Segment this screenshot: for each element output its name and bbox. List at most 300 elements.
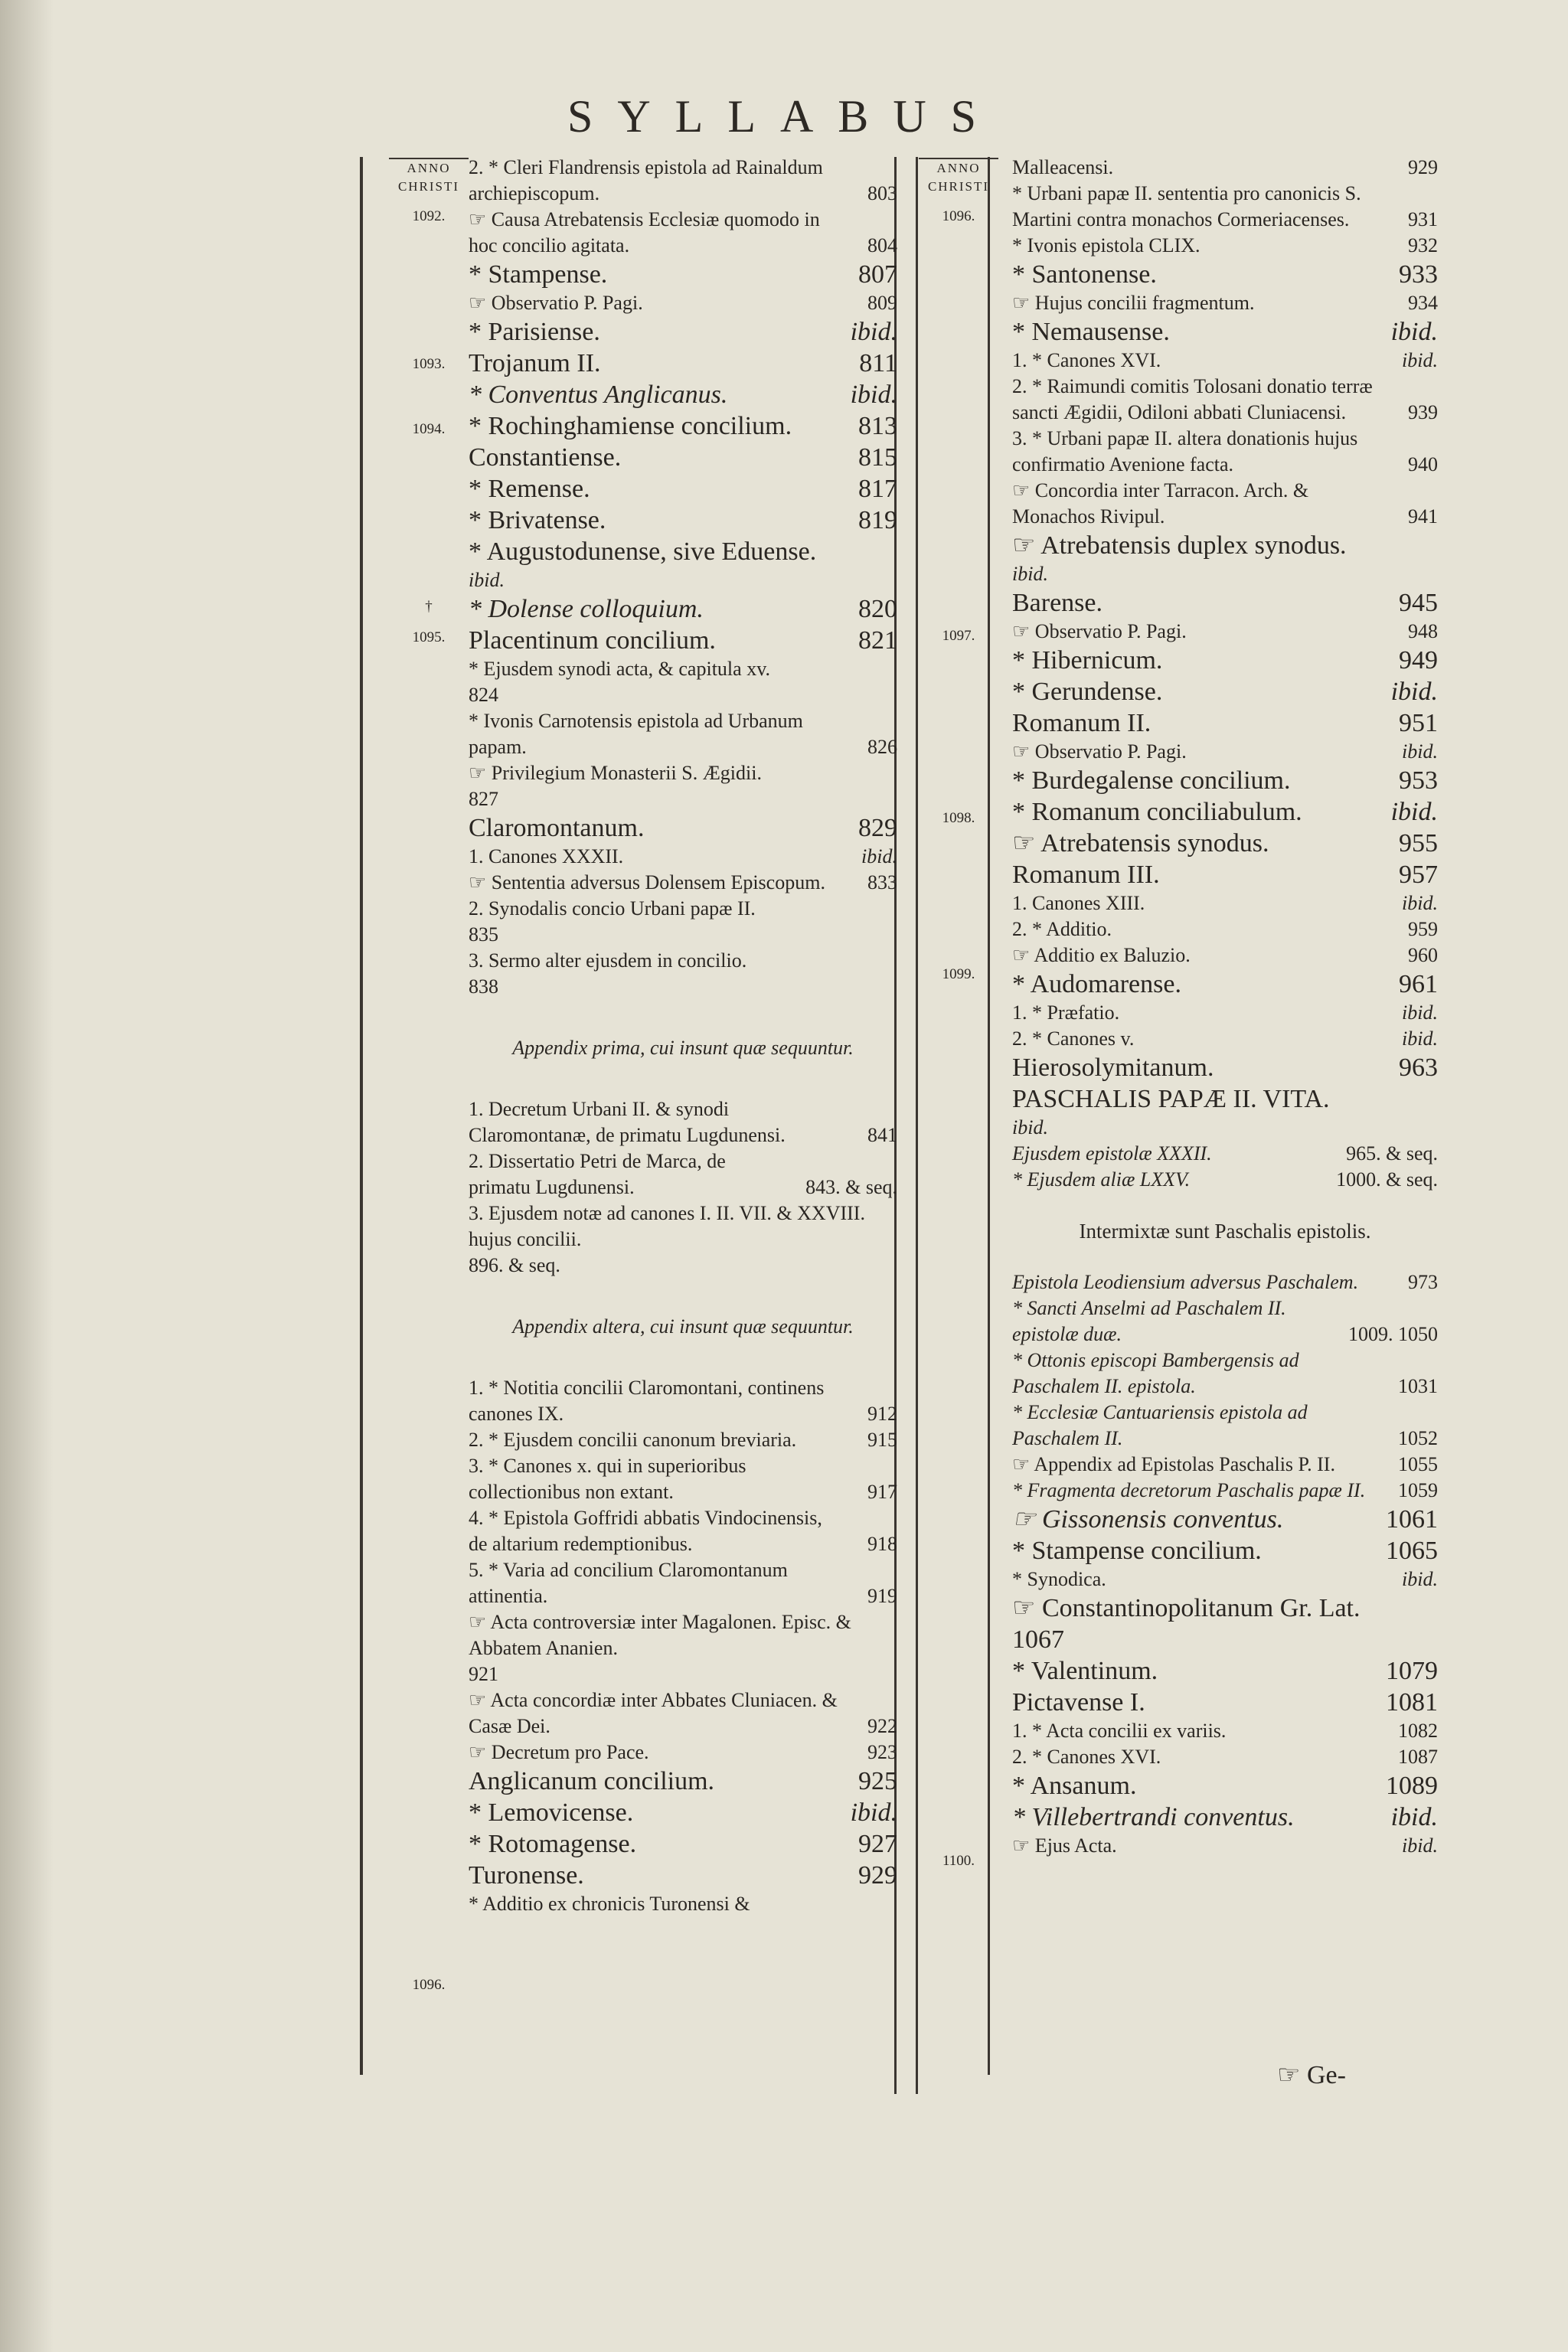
page-number: ibid. xyxy=(1402,349,1438,371)
right-entry xyxy=(1012,1833,1438,1859)
right-entry xyxy=(1012,374,1438,426)
entry-text: 838 xyxy=(469,975,498,998)
left-entry xyxy=(469,1096,897,1148)
page-number: 963 xyxy=(1399,1054,1438,1082)
page-number: 933 xyxy=(1399,260,1438,289)
entry-text: 4. * Epistola Goffridi abbatis Vindocinensis, de altarium redemptionibus. xyxy=(469,1507,822,1555)
entry-text: ☞ Additio ex Baluzio. xyxy=(1012,944,1191,966)
left-entry xyxy=(469,1375,897,1427)
entry-text: * Augustodunense, sive Eduense. xyxy=(469,537,817,566)
entry-text: * Audomarense. xyxy=(1012,970,1181,998)
right-entry xyxy=(1012,765,1438,796)
page-number: 843. & seq. xyxy=(805,1176,897,1198)
right-entry xyxy=(1012,1026,1438,1052)
right-entry xyxy=(1012,707,1438,739)
catchword-text: Ge- xyxy=(1306,2061,1346,2089)
left-entry xyxy=(469,593,897,625)
left-entry xyxy=(469,1034,897,1063)
entry-text: Claromontanum. xyxy=(469,814,645,842)
entry-text: 1. * Notitia concilii Claromontani, continens canones IX. xyxy=(469,1377,825,1425)
left-entry xyxy=(469,1505,897,1557)
page-number: ibid. xyxy=(1402,1568,1438,1590)
entry-text: ☞ Decretum pro Pace. xyxy=(469,1741,649,1763)
entry-text: * Dolense colloquium. xyxy=(469,595,704,623)
entry-text: ☞ Acta concordiæ inter Abbates Cluniacen. & Casæ Dei. xyxy=(469,1689,838,1737)
left-entry xyxy=(469,1891,897,1917)
year-marker: 1093. xyxy=(412,356,446,372)
right-entry xyxy=(1012,1000,1438,1026)
entry-text: 2. * Canones XVI. xyxy=(1012,1746,1161,1768)
left-entry xyxy=(469,812,897,844)
right-entry xyxy=(1012,530,1438,561)
right-entry xyxy=(1012,478,1438,530)
year-marker: 1099. xyxy=(942,966,975,982)
page-number: 953 xyxy=(1399,766,1438,795)
left-entry xyxy=(469,505,897,536)
right-entry xyxy=(1012,828,1438,859)
right-entry xyxy=(1012,259,1438,290)
entry-text: ☞ Acta controversiæ inter Magalonen. Episc. & Abbatem Ananien. xyxy=(469,1611,851,1659)
entry-text: * Santonense. xyxy=(1012,260,1157,289)
entry-text: 2. * Cleri Flandrensis epistola ad Rainaldum archiepiscopum. xyxy=(469,156,823,204)
entry-text: PASCHALIS PAPÆ II. VITA. xyxy=(1012,1085,1330,1113)
right-entry xyxy=(1012,1167,1438,1193)
page-number: 1065 xyxy=(1386,1537,1438,1565)
right-entry xyxy=(1012,1478,1438,1504)
page-number: ibid. xyxy=(850,381,897,409)
left-anno-header: ANNO CHRISTI xyxy=(389,158,469,196)
entry-text: * Ottonis episcopi Bambergensis ad Paschalem II. epistola. xyxy=(1012,1349,1299,1397)
page-number: ibid. xyxy=(1390,1803,1438,1831)
entry-text: * Sancti Anselmi ad Paschalem II. epistolæ duæ. xyxy=(1012,1297,1286,1345)
left-entry xyxy=(469,708,897,760)
left-entry xyxy=(469,922,897,948)
entry-text: * Ivonis Carnotensis epistola ad Urbanum papam. xyxy=(469,710,803,758)
year-marker: 1094. xyxy=(412,421,446,437)
entry-text: ☞ Privilegium Monasterii S. Ægidii. xyxy=(469,762,762,784)
entry-text: 896. & seq. xyxy=(469,1254,560,1276)
left-entry xyxy=(469,207,897,259)
right-entry xyxy=(1012,181,1438,233)
right-entry xyxy=(1012,676,1438,707)
entry-text: * Conventus Anglicanus. xyxy=(469,381,728,409)
left-entry xyxy=(469,1797,897,1828)
entry-text: * Hibernicum. xyxy=(1012,646,1163,675)
entry-text: Pictavense I. xyxy=(1012,1688,1145,1717)
page-number: ibid. xyxy=(861,845,897,867)
left-entry xyxy=(469,1740,897,1766)
entry-text: Romanum III. xyxy=(1012,861,1160,889)
entry-text: ☞ Constantinopolitanum Gr. Lat. xyxy=(1012,1594,1361,1622)
page-number: 811 xyxy=(859,349,897,377)
page-number: 1009. 1050 xyxy=(1348,1323,1438,1345)
left-entry xyxy=(469,155,897,207)
left-entry xyxy=(469,1860,897,1891)
entry-text: ☞ Observatio P. Pagi. xyxy=(1012,620,1187,642)
left-entry xyxy=(469,656,897,682)
left-entry xyxy=(469,682,897,708)
page-number: 829 xyxy=(858,814,897,842)
right-entry xyxy=(1012,1400,1438,1452)
right-entry xyxy=(1012,155,1438,181)
right-entry xyxy=(1012,1115,1438,1141)
left-entry xyxy=(469,870,897,896)
right-entry xyxy=(1012,645,1438,676)
page-number: 833 xyxy=(867,871,897,893)
left-entry xyxy=(469,760,897,786)
page-number: 961 xyxy=(1399,970,1438,998)
left-entry xyxy=(469,896,897,922)
page-number: 1079 xyxy=(1386,1657,1438,1685)
right-entry xyxy=(1012,233,1438,259)
page-number: 925 xyxy=(858,1767,897,1795)
page-number: 949 xyxy=(1399,646,1438,675)
right-entry xyxy=(1012,426,1438,478)
left-entry xyxy=(469,1828,897,1860)
right-entry xyxy=(1012,859,1438,890)
page-number: ibid. xyxy=(1390,318,1438,346)
right-entry xyxy=(1012,942,1438,969)
page-number: 940 xyxy=(1408,453,1438,475)
right-entry xyxy=(1012,348,1438,374)
year-marker: 1096. xyxy=(412,1977,446,1993)
right-entry xyxy=(1012,1216,1438,1246)
left-entry xyxy=(469,1766,897,1797)
left-entry xyxy=(469,1453,897,1505)
page-number: ibid. xyxy=(850,318,897,346)
entry-text: ☞ Observatio P. Pagi. xyxy=(1012,740,1187,763)
left-entry xyxy=(469,259,897,290)
right-entry xyxy=(1012,1535,1438,1566)
right-entry xyxy=(1012,1655,1438,1687)
page-number: ibid. xyxy=(1402,892,1438,914)
entry-text: Appendix altera, cui insunt quæ sequuntur. xyxy=(512,1315,854,1338)
entry-text: 824 xyxy=(469,684,498,706)
page-number: 1052 xyxy=(1398,1427,1438,1449)
year-marker: † xyxy=(425,599,433,615)
page-number: 955 xyxy=(1399,829,1438,858)
entry-text: * Ejusdem aliæ LXXV. xyxy=(1012,1168,1191,1191)
page-number: 817 xyxy=(858,475,897,503)
entry-text: 3. * Urbani papæ II. altera donationis hujus confirmatio Avenione facta. xyxy=(1012,427,1358,475)
left-entry xyxy=(469,1661,897,1687)
page-number: 1055 xyxy=(1398,1453,1438,1475)
entry-text: Malleacensi. xyxy=(1012,156,1114,178)
page-number: 912 xyxy=(867,1403,897,1425)
entry-text: 1. * Præfatio. xyxy=(1012,1001,1120,1024)
entry-text: Appendix prima, cui insunt quæ sequuntur. xyxy=(512,1037,854,1059)
page-number: 1031 xyxy=(1398,1375,1438,1397)
right-entry xyxy=(1012,1744,1438,1770)
right-entry xyxy=(1012,1295,1438,1348)
entry-text: Romanum II. xyxy=(1012,709,1152,737)
right-entry xyxy=(1012,1348,1438,1400)
left-entry xyxy=(469,536,897,567)
entry-text: 1. * Canones XVI. xyxy=(1012,349,1161,371)
entry-text: 1. Canones XIII. xyxy=(1012,892,1145,914)
entry-text: 3. Ejusdem notæ ad canones I. II. VII. & XXVIII. hujus concilii. xyxy=(469,1202,865,1250)
entry-text: * Romanum conciliabulum. xyxy=(1012,798,1302,826)
entry-text: ☞ Appendix ad Epistolas Paschalis P. II. xyxy=(1012,1453,1335,1475)
page-number: ibid. xyxy=(1390,798,1438,826)
entry-text: ☞ Causa Atrebatensis Ecclesiæ quomodo in hoc concilio agitata. xyxy=(469,208,820,256)
page-number: 803 xyxy=(867,182,897,204)
left-entry xyxy=(469,1279,897,1312)
right-entry xyxy=(1012,1566,1438,1592)
entry-text: 1. Canones XXXII. xyxy=(469,845,624,867)
page-number: 813 xyxy=(858,412,897,440)
page-number: 809 xyxy=(867,292,897,314)
entry-text: ☞ Observatio P. Pagi. xyxy=(469,292,643,314)
page-number: 941 xyxy=(1408,505,1438,528)
entry-text: * Stampense concilium. xyxy=(1012,1537,1262,1565)
left-entry xyxy=(469,1427,897,1453)
left-entry xyxy=(469,1557,897,1609)
page-number: 939 xyxy=(1408,401,1438,423)
right-entry xyxy=(1012,1452,1438,1478)
right-entry xyxy=(1012,619,1438,645)
entry-text: 1. Decretum Urbani II. & synodi Claromontanæ, de primatu Lugdunensi. xyxy=(469,1098,786,1146)
page-number: 821 xyxy=(858,626,897,655)
left-column xyxy=(469,155,897,1917)
left-entry xyxy=(469,316,897,348)
right-entry xyxy=(1012,1802,1438,1833)
entry-text: Epistola Leodiensium adversus Paschalem. xyxy=(1012,1271,1359,1293)
year-marker: 1096. xyxy=(942,208,975,224)
page-number: 1082 xyxy=(1398,1720,1438,1742)
entry-text: ☞ Ejus Acta. xyxy=(1012,1834,1117,1857)
entry-text: 921 xyxy=(469,1663,498,1685)
entry-text: 2. * Canones v. xyxy=(1012,1027,1135,1050)
page-number: 820 xyxy=(858,595,897,623)
right-entry xyxy=(1012,561,1438,587)
entry-text: * Synodica. xyxy=(1012,1568,1106,1590)
entry-text: 835 xyxy=(469,923,498,946)
page-number: ibid. xyxy=(1402,740,1438,763)
page-number: 932 xyxy=(1408,234,1438,256)
page-number: 922 xyxy=(867,1715,897,1737)
right-entry xyxy=(1012,1083,1438,1115)
entry-text: ☞ Atrebatensis synodus. xyxy=(1012,829,1269,858)
page-title: SYLLABUS xyxy=(567,91,1001,142)
entry-text: * Brivatense. xyxy=(469,506,606,534)
entry-text: * Rochinghamiense concilium. xyxy=(469,412,792,440)
page-number: 929 xyxy=(858,1861,897,1890)
entry-text: 3. * Canones x. qui in superioribus collectionibus non extant. xyxy=(469,1455,746,1503)
left-entry xyxy=(469,1609,897,1661)
entry-text: 2. * Additio. xyxy=(1012,918,1112,940)
entry-text: Intermixtæ sunt Paschalis epistolis. xyxy=(1079,1220,1371,1243)
left-entry xyxy=(469,348,897,379)
entry-text: Anglicanum concilium. xyxy=(469,1767,715,1795)
entry-text: * Ansanum. xyxy=(1012,1772,1137,1800)
right-entry xyxy=(1012,1718,1438,1744)
entry-text: 2. Synodalis concio Urbani papæ II. xyxy=(469,897,756,920)
left-entry xyxy=(469,625,897,656)
right-entry xyxy=(1012,316,1438,348)
page-number: 1089 xyxy=(1386,1772,1438,1800)
catchword xyxy=(1277,2060,1568,2090)
right-entry xyxy=(1012,290,1438,316)
page-number: 841 xyxy=(867,1124,897,1146)
entry-text: * Urbani papæ II. sententia pro canonicis S. Martini contra monachos Cormeriacenses. xyxy=(1012,182,1361,230)
right-entry xyxy=(1012,969,1438,1000)
page-number: 931 xyxy=(1408,208,1438,230)
entry-text: 2. * Ejusdem concilii canonum breviaria. xyxy=(469,1429,797,1451)
entry-text: * Fragmenta decretorum Paschalis papæ II. xyxy=(1012,1479,1366,1501)
page-edge-shadow xyxy=(0,0,54,2352)
page-number: ibid. xyxy=(1402,1834,1438,1857)
page-number: 923 xyxy=(867,1741,897,1763)
left-entry xyxy=(469,1200,897,1253)
entry-text: 3. Sermo alter ejusdem in concilio. xyxy=(469,949,747,972)
right-entry xyxy=(1012,1141,1438,1167)
entry-text: 2. Dissertatio Petri de Marca, de primatu Lugdunensi. xyxy=(469,1150,726,1198)
entry-text: * Rotomagense. xyxy=(469,1830,637,1858)
page-number: 819 xyxy=(858,506,897,534)
page-number: 973 xyxy=(1408,1271,1438,1293)
page-number: 948 xyxy=(1408,620,1438,642)
page-number: 915 xyxy=(867,1429,897,1451)
page-number: 959 xyxy=(1408,918,1438,940)
right-entry xyxy=(1012,1269,1438,1295)
entry-text: ☞ Gissonensis conventus. xyxy=(1012,1505,1284,1534)
right-entry xyxy=(1012,1504,1438,1535)
left-entry xyxy=(469,1000,897,1034)
entry-text: * Ecclesiæ Cantuariensis epistola ad Paschalem II. xyxy=(1012,1401,1308,1449)
entry-text: Placentinum concilium. xyxy=(469,626,716,655)
page-number: 951 xyxy=(1399,709,1438,737)
page-number: 919 xyxy=(867,1585,897,1607)
entry-text: Constantiense. xyxy=(469,443,622,472)
page-number: 934 xyxy=(1408,292,1438,314)
page-number: 1081 xyxy=(1386,1688,1438,1717)
pointing-hand-icon: ☞ xyxy=(1277,2061,1301,2089)
right-entry xyxy=(1012,1592,1438,1624)
left-entry xyxy=(469,567,897,593)
entry-text: * Villebertrandi conventus. xyxy=(1012,1803,1295,1831)
entry-text: 2. * Raimundi comitis Tolosani donatio terræ sancti Ægidii, Odiloni abbati Cluniacensi. xyxy=(1012,375,1373,423)
right-entry xyxy=(1012,739,1438,765)
entry-text: * Stampense. xyxy=(469,260,608,289)
right-entry xyxy=(1012,1193,1438,1216)
left-entry xyxy=(469,1687,897,1740)
entry-text: Turonense. xyxy=(469,1861,584,1890)
page-number: 965. & seq. xyxy=(1346,1142,1438,1165)
entry-text: ☞ Hujus concilii fragmentum. xyxy=(1012,292,1255,314)
left-entry xyxy=(469,410,897,442)
page-number: 1059 xyxy=(1398,1479,1438,1501)
entry-text: * Gerundense. xyxy=(1012,678,1163,706)
page-number: ibid. xyxy=(1402,1027,1438,1050)
entry-text: * Ejusdem synodi acta, & capitula xv. xyxy=(469,658,770,680)
page-number: ibid. xyxy=(850,1798,897,1827)
right-entry xyxy=(1012,796,1438,828)
year-marker: 1095. xyxy=(412,629,446,645)
page-number: 804 xyxy=(867,234,897,256)
year-marker: 1092. xyxy=(412,208,446,224)
entry-text: ibid. xyxy=(1012,563,1048,585)
left-entry xyxy=(469,1341,897,1375)
left-entry xyxy=(469,473,897,505)
entry-text: * Valentinum. xyxy=(1012,1657,1158,1685)
right-entry xyxy=(1012,890,1438,916)
left-margin-rule xyxy=(360,157,363,2075)
right-entry xyxy=(1012,916,1438,942)
page-number: 957 xyxy=(1399,861,1438,889)
left-entry xyxy=(469,948,897,974)
right-entry xyxy=(1012,1770,1438,1802)
page-number: 917 xyxy=(867,1481,897,1503)
page-number: 960 xyxy=(1408,944,1438,966)
entry-text: * Ivonis epistola CLIX. xyxy=(1012,234,1200,256)
year-marker: 1098. xyxy=(942,810,975,826)
entry-text: 827 xyxy=(469,788,498,810)
right-entry xyxy=(1012,1246,1438,1269)
left-entry xyxy=(469,290,897,316)
left-entry xyxy=(469,1312,897,1341)
page-number: 1087 xyxy=(1398,1746,1438,1768)
page-number: 945 xyxy=(1399,589,1438,617)
entry-text: Trojanum II. xyxy=(469,349,601,377)
center-rule xyxy=(916,157,918,2094)
right-margin-rule xyxy=(988,157,990,2075)
page-number: 918 xyxy=(867,1533,897,1555)
year-marker: 1097. xyxy=(942,628,975,644)
entry-text: * Burdegalense concilium. xyxy=(1012,766,1291,795)
left-entry xyxy=(469,974,897,1000)
right-entry xyxy=(1012,1052,1438,1083)
right-entry xyxy=(1012,587,1438,619)
page-number: 815 xyxy=(858,443,897,472)
entry-text: ibid. xyxy=(469,569,505,591)
page-number: 826 xyxy=(867,736,897,758)
page-number: 927 xyxy=(858,1830,897,1858)
left-entry xyxy=(469,786,897,812)
page-number: 807 xyxy=(858,260,897,289)
page-number: 1061 xyxy=(1386,1505,1438,1534)
entry-text: * Parisiense. xyxy=(469,318,600,346)
entry-text: * Nemausense. xyxy=(1012,318,1170,346)
entry-text: ☞ Sententia adversus Dolensem Episcopum. xyxy=(469,871,825,893)
year-marker: 1100. xyxy=(942,1853,975,1869)
entry-text: * Additio ex chronicis Turonensi & xyxy=(469,1893,750,1915)
right-anno-header: ANNO CHRISTI xyxy=(919,158,998,196)
left-entry xyxy=(469,379,897,410)
entry-text: Ejusdem epistolæ XXXII. xyxy=(1012,1142,1212,1165)
page-number: ibid. xyxy=(1390,678,1438,706)
left-entry xyxy=(469,844,897,870)
entry-text: * Remense. xyxy=(469,475,590,503)
left-entry xyxy=(469,442,897,473)
entry-text: ☞ Concordia inter Tarracon. Arch. & Monachos Rivipul. xyxy=(1012,479,1309,528)
left-entry xyxy=(469,1148,897,1200)
right-entry xyxy=(1012,1624,1438,1655)
entry-text: 5. * Varia ad concilium Claromontanum attinentia. xyxy=(469,1559,788,1607)
left-entry xyxy=(469,1063,897,1096)
entry-text: 1067 xyxy=(1012,1625,1064,1654)
left-entry xyxy=(469,1253,897,1279)
entry-text: Barense. xyxy=(1012,589,1103,617)
right-column xyxy=(1012,155,1438,1859)
entry-text: ibid. xyxy=(1012,1116,1048,1138)
entry-text: 1. * Acta concilii ex variis. xyxy=(1012,1720,1227,1742)
page-number: 929 xyxy=(1408,156,1438,178)
page-number: ibid. xyxy=(1402,1001,1438,1024)
entry-text: ☞ Atrebatensis duplex synodus. xyxy=(1012,531,1347,560)
entry-text: * Lemovicense. xyxy=(469,1798,634,1827)
right-entry xyxy=(1012,1687,1438,1718)
